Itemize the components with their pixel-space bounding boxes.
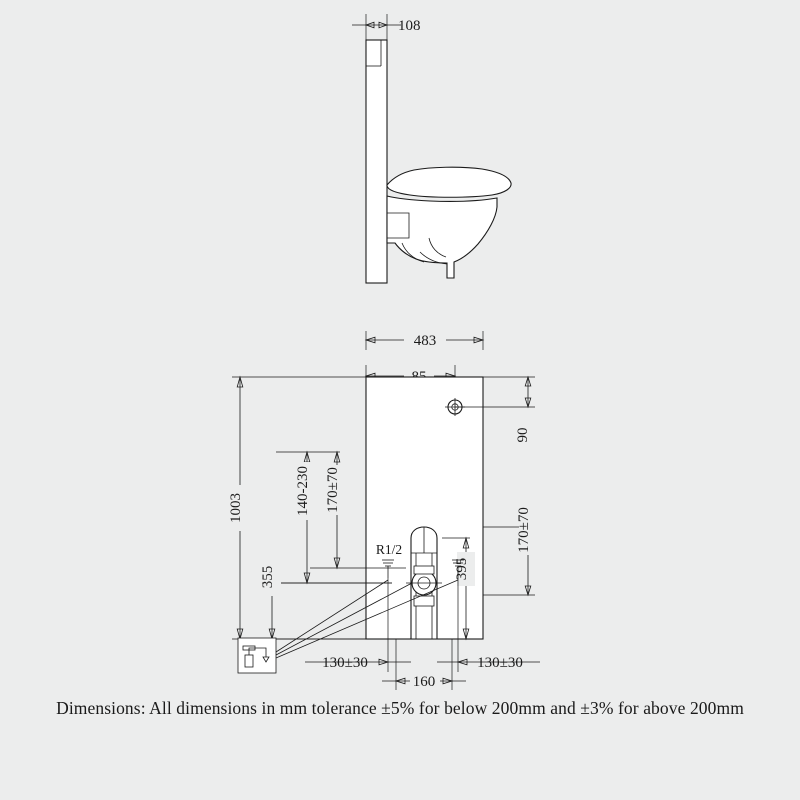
dim-label-90: 90: [515, 427, 531, 443]
dim-label-r12: R1/2: [375, 542, 403, 557]
cistern-panel-side: [366, 40, 387, 283]
dim-170pm70-right-group: [483, 505, 537, 595]
side-view-group: [352, 14, 511, 283]
footnote-text: Dimensions: All dimensions in mm tolerance ±5% for below 200mm and ±3% for above 200mm: [56, 698, 744, 718]
dim-label-1003: 1003: [228, 493, 244, 523]
dim-label-160: 160: [412, 674, 436, 690]
dim-108-group: [352, 14, 421, 40]
dim-label-170pm70-left: 170±70: [325, 467, 341, 513]
front-view-group: [228, 331, 540, 690]
dim-label-140-230: 140-230: [295, 466, 311, 516]
toilet-pan-side: [387, 167, 511, 278]
dim-label-355: 355: [260, 565, 276, 589]
dim-483-group: [366, 331, 483, 350]
dim-label-130pm30-left: 130±30: [322, 655, 368, 671]
dim-label-108: 108: [398, 18, 421, 34]
dim-label-170pm70-right: 170±70: [516, 507, 532, 553]
dim-160-group: [382, 639, 466, 690]
dim-label-395: 395: [454, 557, 470, 581]
dim-label-130pm30-right: 130±30: [477, 655, 523, 671]
dim-label-483: 483: [413, 333, 437, 349]
